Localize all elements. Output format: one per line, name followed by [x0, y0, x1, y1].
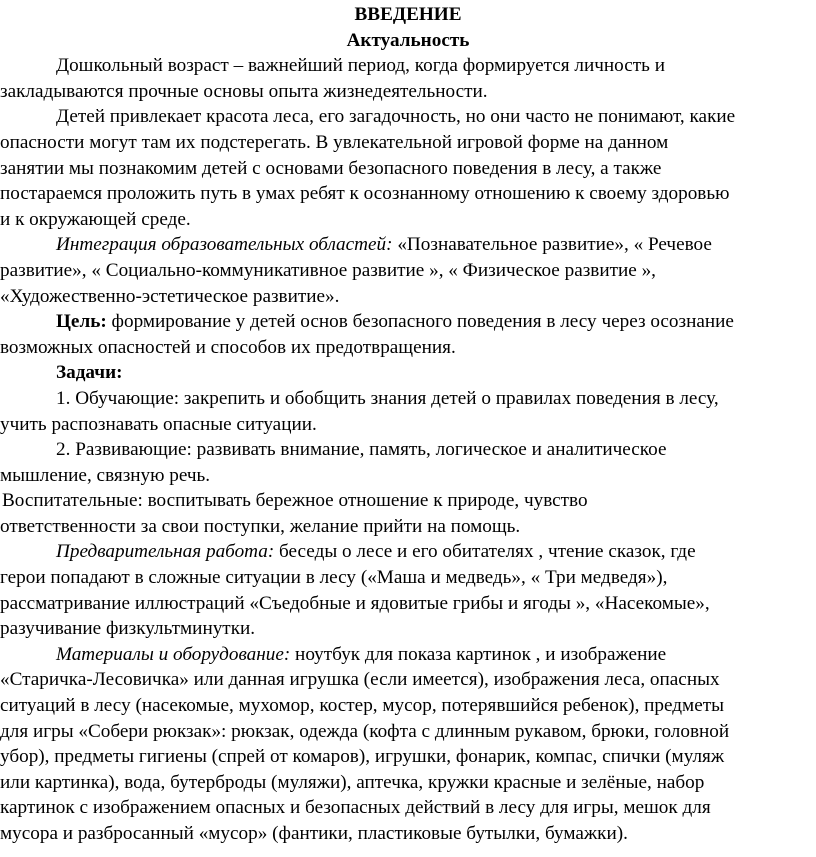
materials-line-7: картинок с изображением опасных и безопасных действий в лесу для игры, мешок для: [0, 797, 711, 819]
task-3-line-2: ответственности за свои поступки, желание прийти на помощь.: [0, 515, 521, 537]
task-1-line-1: 1. Обучающие: закрепить и обобщить знания детей о правилах поведения в лесу,: [56, 387, 719, 409]
intro-line-4: опасности могут там их подстерегать. В увлекательной игровой форме на данном: [0, 131, 669, 153]
intro-line-1: Дошкольный возраст – важнейший период, когда формируется личность и: [56, 55, 665, 77]
materials-line-4: для игры «Собери рюкзак»: рюкзак, одежда (кофта с длинным рукавом, брюки, головной: [0, 720, 730, 742]
materials-line-5: убор), предметы гигиены (спрей от комаров), игрушки, фонарик, компас, спички (муляж: [0, 746, 725, 768]
materials-text-1: ноутбук для показа картинок , и изображение: [290, 643, 667, 665]
preliminary-line-1: [0, 539, 816, 565]
integration-line-3: «Художественно-эстетическое развитие».: [0, 285, 340, 307]
intro-line-5: занятии мы познакомим детей с основами безопасного поведения в лесу, а также: [0, 157, 662, 179]
goal-line-2: возможных опасностей и способов их предотвращения.: [0, 336, 456, 358]
subheading: Актуальность: [346, 29, 470, 51]
task-1-line-2: учить распознавать опасные ситуации.: [0, 413, 317, 435]
task-3-line-1: Воспитательные: воспитывать бережное отношение к природе, чувство: [2, 490, 588, 512]
materials-line-6: или картинка), вода, бутерброды (муляжи), аптечка, кружки красные и зелёные, набор: [0, 771, 705, 793]
goal-text-1: формирование у детей основ безопасного поведения в лесу через осознание: [106, 311, 734, 333]
intro-line-6: постараемся проложить путь в умах ребят к осознанному отношению к своему здоровью: [0, 183, 730, 205]
goal-label: Цель:: [56, 311, 107, 333]
integration-label: Интеграция образовательных областей:: [56, 234, 393, 256]
preliminary-text-1: беседы о лесе и его обитателях , чтение сказок, где: [274, 541, 696, 563]
tasks-label: Задачи:: [56, 362, 123, 384]
materials-label: Материалы и оборудование:: [56, 643, 291, 665]
preliminary-line-4: разучивание физкультминутки.: [0, 618, 256, 640]
heading: ВВЕДЕНИЕ: [354, 4, 462, 25]
preliminary-line-2: герои попадают в сложные ситуации в лесу («Маша и медведь», « Три медведя»),: [0, 567, 668, 589]
intro-line-2: закладываются прочные основы опыта жизнедеятельности.: [0, 80, 488, 102]
integration-text-1: «Познавательное развитие», « Речевое: [392, 234, 712, 256]
materials-line-1: [0, 642, 816, 668]
intro-line-3: Детей привлекает красота леса, его загадочность, но они часто не понимают, какие: [56, 106, 736, 128]
integration-line-1: [0, 232, 816, 258]
task-2-line-1: 2. Развивающие: развивать внимание, память, логическое и аналитическое: [56, 439, 667, 461]
task-2-line-2: мышление, связную речь.: [0, 464, 211, 486]
intro-line-7: и к окружающей среде.: [0, 208, 191, 230]
materials-line-8: мусора и разбросанный «мусор» (фантики, пластиковые бутылки, бумажки).: [0, 823, 628, 844]
preliminary-line-3: рассматривание иллюстраций «Съедобные и ядовитые грибы и ягоды », «Насекомые»,: [0, 592, 710, 614]
materials-line-2: «Старичка-Лесовичка» или данная игрушка (если имеется), изображения леса, опасных: [0, 669, 720, 691]
preliminary-label: Предварительная работа:: [56, 541, 275, 563]
tasks-heading-line: [0, 360, 816, 386]
goal-line-1: [0, 309, 816, 335]
materials-line-3: ситуаций в лесу (насекомые, мухомор, костер, мусор, потерявшийся ребенок), предметы: [0, 695, 724, 717]
integration-line-2: развитие», « Социально-коммуникативное развитие », « Физическое развитие »,: [0, 259, 656, 281]
